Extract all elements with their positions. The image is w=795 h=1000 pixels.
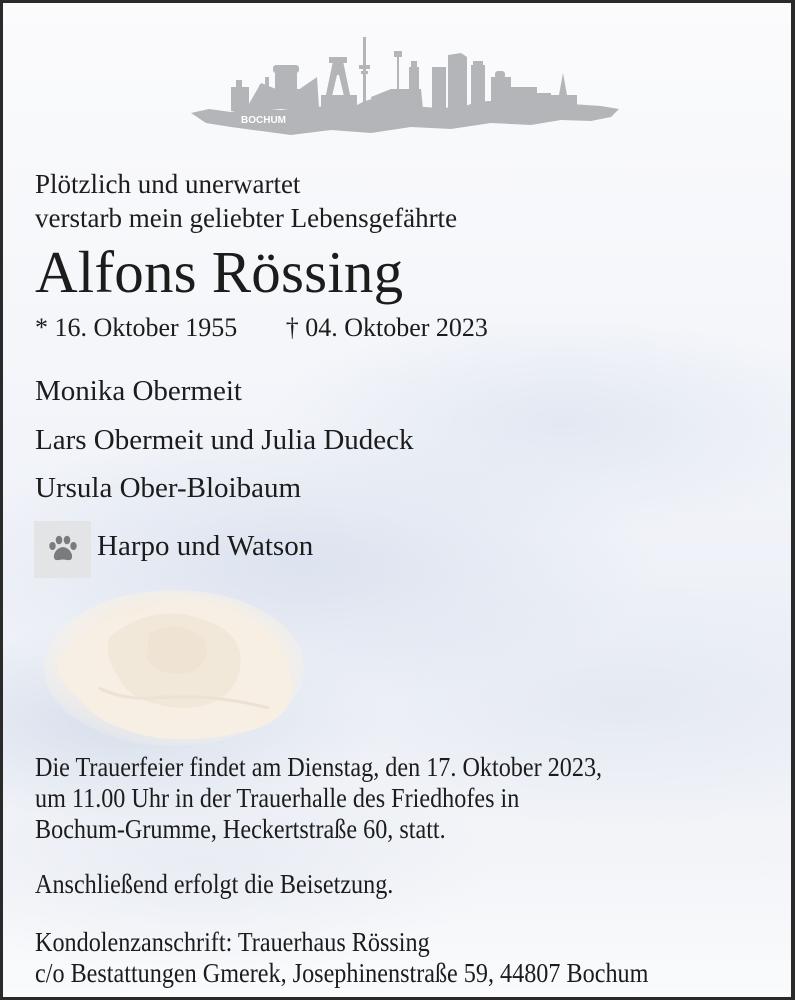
intro-line: verstarb mein geliebter Lebensgefährte — [35, 203, 458, 233]
skyline-label: BOCHUM — [241, 115, 286, 126]
mourner: Ursula Ober-Bloibaum — [35, 472, 301, 504]
burial-note: Anschließend erfolgt die Beisetzung. — [35, 869, 394, 899]
mourner: Lars Obermeit und Julia Dudeck — [35, 423, 414, 456]
intro-text — [35, 167, 457, 235]
paw-icon — [34, 521, 91, 578]
ceremony-details — [35, 752, 648, 989]
bochum-skyline-icon — [191, 17, 619, 141]
obituary-notice — [3, 3, 791, 997]
white-rose-image — [39, 578, 309, 748]
deceased-name: Alfons Rössing — [35, 239, 404, 305]
pets-row — [35, 515, 414, 578]
condolence-line: Kondolenzanschrift: Trauerhaus Rössing — [35, 927, 430, 957]
ceremony-line: um 11.00 Uhr in der Trauerhalle des Friedhofes in — [35, 783, 520, 813]
birth-date: * 16. Oktober 1955 — [35, 313, 238, 342]
mourner: Monika Obermeit — [35, 375, 242, 407]
mourners-list — [35, 369, 414, 578]
ceremony-line: Bochum-Grumme, Heckertstraße 60, statt. — [35, 814, 446, 844]
intro-line: Plötzlich und unerwartet — [35, 169, 301, 199]
pets-label: Harpo und Watson — [97, 529, 314, 562]
condolence-line: c/o Bestattungen Gmerek, Josephinenstraße 59, 44807 Bochum — [35, 958, 649, 988]
ceremony-line: Die Trauerfeier findet am Dienstag, den 17. Oktober 2023, — [35, 752, 603, 782]
life-dates — [35, 311, 488, 345]
death-date: † 04. Oktober 2023 — [285, 313, 488, 342]
